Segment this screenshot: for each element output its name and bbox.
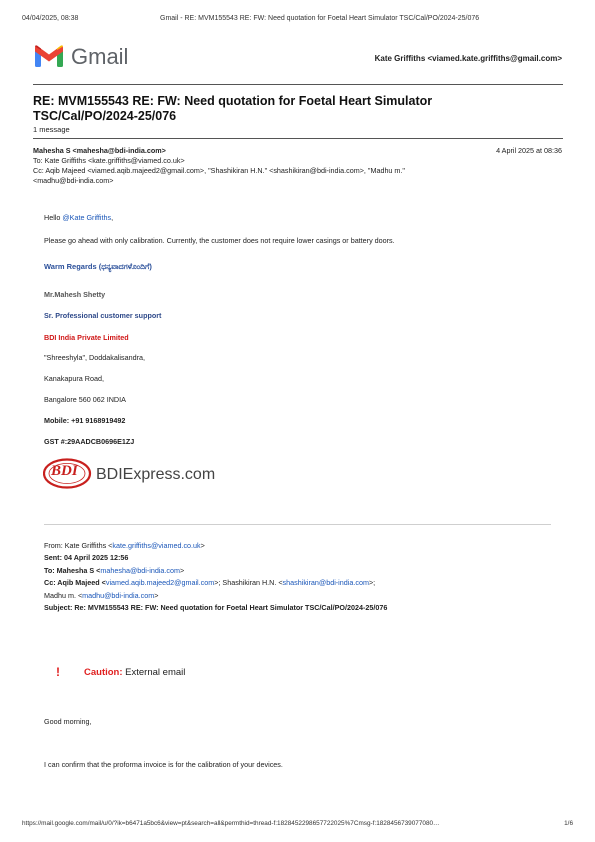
signature-name: Mr.Mahesh Shetty	[44, 290, 106, 299]
caution-text: External email	[122, 667, 186, 678]
signature-title: Sr. Professional customer support	[44, 311, 162, 320]
message-from: Mahesha S <mahesha@bdi-india.com>	[33, 146, 166, 155]
thread-subject-cont: TSC/Cal/PO/2024-25/076	[33, 109, 177, 123]
signature-company: BDI India Private Limited	[44, 333, 129, 342]
bdi-logo-badge: BDI	[51, 463, 78, 479]
quote-divider	[44, 524, 551, 525]
gmail-wordmark: Gmail	[71, 44, 129, 69]
quoted-cc-email-3[interactable]: madhu@bdi-india.com	[82, 591, 155, 600]
confirm-text: I can confirm that the proforma invoice is for the calibration of your devices.	[44, 760, 283, 769]
message-count: 1 message	[33, 125, 70, 134]
mobile-number: Mobile: +91 9168919492	[44, 416, 126, 425]
print-datetime: 04/04/2025, 08:38	[22, 15, 79, 22]
quoted-sent: Sent: 04 April 2025 12:56	[44, 553, 129, 562]
mention-link[interactable]: @Kate Griffiths	[62, 213, 112, 222]
account-identity: Kate Griffiths <viamed.kate.griffiths@gmail.com>	[374, 54, 562, 63]
print-url: https://mail.google.com/mail/u/0/?ik=b6471a5bc6&view=pt&search=all&permthid=thread-f:1828452298657722025%7Cmsg-f:1828456739077080…	[22, 820, 440, 827]
good-morning: Good morning,	[44, 717, 92, 726]
quoted-to-email[interactable]: mahesha@bdi-india.com	[100, 566, 181, 575]
page-number: 1/6	[564, 820, 573, 827]
quoted-cc-email-2[interactable]: shashikiran@bdi-india.com	[282, 578, 369, 587]
greeting-suffix: ,	[111, 213, 114, 222]
message-cc: Cc: Aqib Majeed <viamed.aqib.majeed2@gmail.com>, "Shashikiran H.N." <shashikiran@bdi-india.com>, "Madhu m."	[33, 166, 405, 175]
quoted-from: From: Kate Griffiths <kate.griffiths@viamed.co.uk>	[44, 541, 205, 550]
print-title: Gmail - RE: MVM155543 RE: FW: Need quotation for Foetal Heart Simulator TSC/Cal/PO/2024-25/076	[160, 15, 480, 22]
message-cc-cont: <madhu@bdi-india.com>	[33, 176, 114, 185]
caution-banner	[84, 667, 185, 678]
greeting	[44, 213, 113, 222]
quoted-from-email[interactable]: kate.griffiths@viamed.co.uk	[112, 541, 201, 550]
caution-label: Caution:	[84, 667, 123, 678]
thread-subject: RE: MVM155543 RE: FW: Need quotation for Foetal Heart Simulator	[33, 94, 433, 108]
address-line-1: "Shreeshyla", Doddakalisandra,	[44, 353, 145, 362]
subject-divider	[33, 138, 563, 139]
gst-number: GST #:29AADCB0696E1ZJ	[44, 437, 135, 446]
bdi-logo-text: BDIExpress.com	[96, 466, 216, 483]
regards: Warm Regards (ಧನ್ಯವಾದಗಳೊಂದಿಗೆ)	[44, 262, 152, 271]
caution-icon: !	[56, 665, 60, 679]
gmail-logo-icon	[34, 44, 64, 68]
quoted-to: To: Mahesha S <mahesha@bdi-india.com>	[44, 566, 185, 575]
quoted-cc-email-1[interactable]: viamed.aqib.majeed2@gmail.com	[105, 578, 215, 587]
instruction-text: Please go ahead with only calibration. Currently, the customer does not require lower casings or battery doors.	[44, 236, 395, 245]
address-line-2: Kanakapura Road,	[44, 374, 104, 383]
greeting-prefix: Hello	[44, 213, 63, 222]
header-divider	[33, 84, 563, 85]
quoted-cc-cont: Madhu m. <madhu@bdi-india.com>	[44, 591, 159, 600]
message-date: 4 April 2025 at 08:36	[496, 146, 562, 155]
address-line-3: Bangalore 560 062 INDIA	[44, 395, 126, 404]
quoted-cc: Cc: Aqib Majeed <viamed.aqib.majeed2@gmail.com>; Shashikiran H.N. <shashikiran@bdi-india.com>;	[44, 578, 376, 587]
message-to: To: Kate Griffiths <kate.griffiths@viamed.co.uk>	[33, 156, 185, 165]
quoted-subject: Subject: Re: MVM155543 RE: FW: Need quotation for Foetal Heart Simulator TSC/Cal/PO/2024-25/076	[44, 603, 388, 612]
